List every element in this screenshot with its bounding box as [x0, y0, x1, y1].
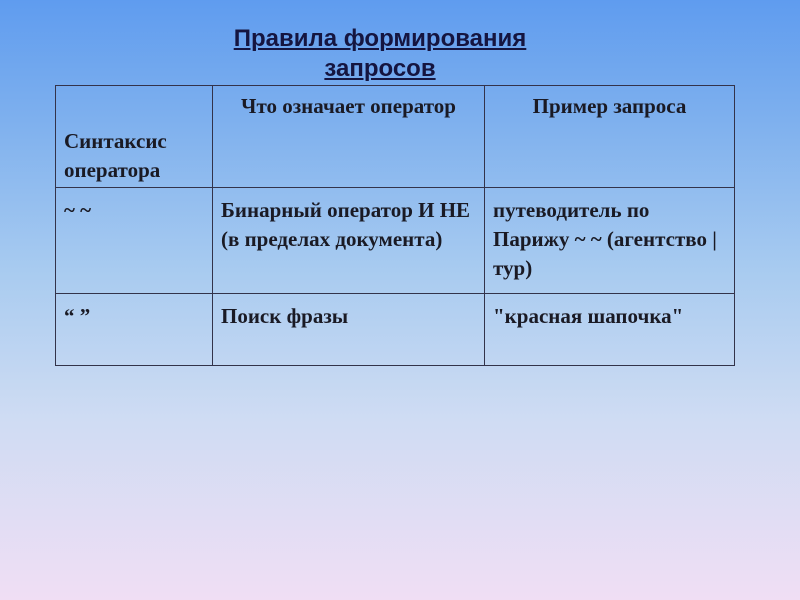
operators-table: [55, 85, 735, 366]
cell-meaning: Бинарный оператор И НЕ (в пределах документа): [213, 188, 485, 294]
cell-syntax: ~ ~: [56, 188, 213, 294]
table-row: [56, 188, 735, 294]
cell-example: "красная шапочка": [485, 294, 735, 366]
header-meaning: Что означает оператор: [213, 86, 485, 188]
slide-title-line-2: запросов: [324, 55, 436, 82]
slide-title: [0, 24, 760, 84]
table-header-row: [56, 86, 735, 188]
header-example: Пример запроса: [485, 86, 735, 188]
cell-syntax: “ ”: [56, 294, 213, 366]
slide-title-line-1: Правила формирования: [233, 25, 527, 52]
table-row: [56, 294, 735, 366]
cell-example: путеводитель по Парижу ~ ~ (агентство | тур): [485, 188, 735, 294]
cell-meaning: Поиск фразы: [213, 294, 485, 366]
header-syntax: Синтаксис оператора: [56, 86, 213, 188]
